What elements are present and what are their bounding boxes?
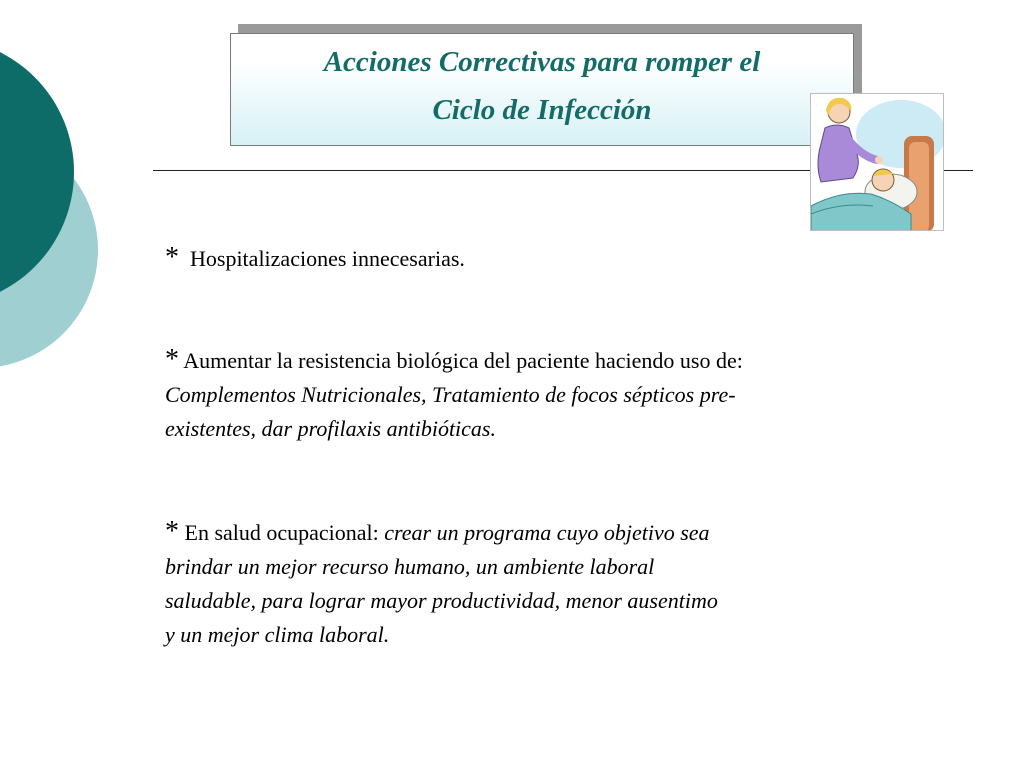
point-occupational-health	[165, 515, 925, 652]
point-2-lead: Aumentar la resistencia biológica del paciente haciendo uso de:	[183, 348, 743, 373]
slide-title-line-2: Ciclo de Infección	[432, 94, 652, 126]
point-3-line-3: saludable, para lograr mayor productividad, menor ausentimo	[165, 588, 718, 613]
bullet-asterisk: *	[165, 344, 179, 375]
point-2-line-3: existentes, dar profilaxis antibióticas.	[165, 416, 496, 441]
point-2-line-2: Complementos Nutricionales, Tratamiento de focos sépticos pre-	[165, 382, 736, 407]
bullet-asterisk: *	[165, 516, 179, 547]
point-biological-resistance	[165, 343, 925, 446]
point-unnecessary-hospitalizations	[165, 241, 925, 276]
point-3-lead: En salud ocupacional:	[184, 520, 379, 545]
decorative-circles	[0, 0, 110, 420]
nurse-caring-for-patient-icon	[810, 93, 944, 231]
point-3-line-4: y un mejor clima laboral.	[165, 622, 390, 647]
slide-title-line-1: Acciones Correctivas para romper el	[323, 46, 761, 78]
point-3-line-2: brindar un mejor recurso humano, un ambiente laboral	[165, 554, 655, 579]
point-1-text: Hospitalizaciones innecesarias.	[190, 246, 465, 271]
title-box	[230, 33, 854, 146]
point-3-italic-line-1: crear un programa cuyo objetivo sea	[384, 520, 710, 545]
bullet-asterisk: *	[165, 242, 179, 273]
